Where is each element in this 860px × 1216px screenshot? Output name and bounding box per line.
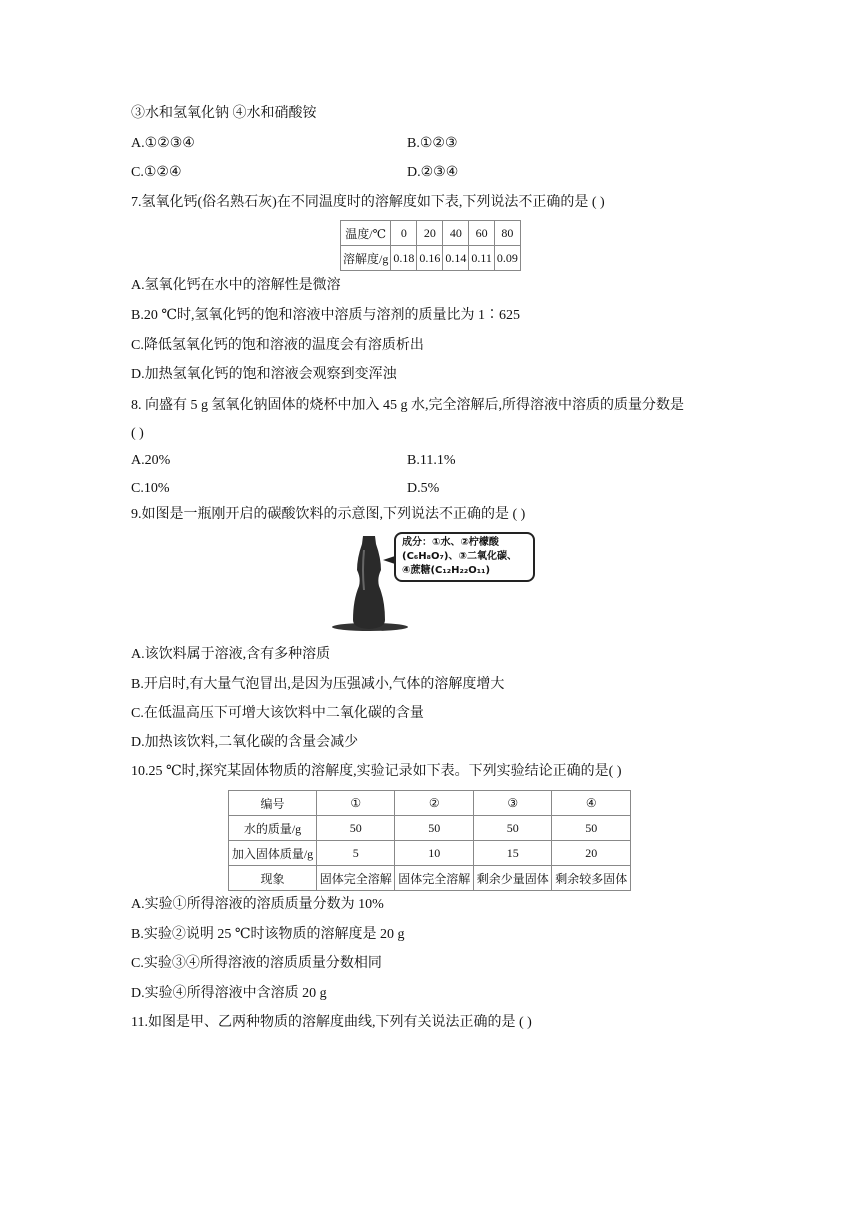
q7-solubility-table — [340, 220, 521, 271]
q10-option-b: B.实验②说明 25 ℃时该物质的溶解度是 20 g — [131, 927, 405, 942]
table-cell: 剩余少量固体 — [473, 866, 551, 891]
table-cell: 溶解度/g — [341, 246, 391, 271]
table-cell: ① — [317, 791, 395, 816]
table-cell: ④ — [552, 791, 631, 816]
q8-option-c: C.10% — [131, 481, 170, 496]
q7-option-d: D.加热氢氧化钙的饱和溶液会观察到变浑浊 — [131, 367, 397, 382]
table-cell: 50 — [473, 816, 551, 841]
q10-option-a: A.实验①所得溶液的溶质质量分数为 10% — [131, 897, 384, 912]
q6-option-d: D.②③④ — [407, 165, 459, 180]
q8-option-a: A.20% — [131, 453, 171, 468]
table-cell: 10 — [395, 841, 473, 866]
table-cell: ② — [395, 791, 473, 816]
callout-line-1: 成分：①水、②柠檬酸 — [402, 537, 499, 548]
table-cell: 0.18 — [391, 246, 417, 271]
q6-option-c: C.①②④ — [131, 165, 182, 180]
table-cell: 0.14 — [443, 246, 469, 271]
table-row — [229, 866, 631, 891]
table-row — [229, 841, 631, 866]
q10-stem: 10.25 ℃时,探究某固体物质的溶解度,实验记录如下表。下列实验结论正确的是( ) — [131, 764, 622, 779]
q8-option-b: B.11.1% — [407, 453, 456, 468]
table-cell: 编号 — [229, 791, 317, 816]
table-cell: 0.16 — [417, 246, 443, 271]
table-cell: 60 — [469, 221, 495, 246]
table-cell: 20 — [417, 221, 443, 246]
q11-stem: 11.如图是甲、乙两种物质的溶解度曲线,下列有关说法正确的是 ( ) — [131, 1015, 532, 1030]
q10-experiment-table — [228, 790, 631, 891]
table-cell: 0.11 — [469, 246, 495, 271]
q9-option-b: B.开启时,有大量气泡冒出,是因为压强减小,气体的溶解度增大 — [131, 677, 505, 692]
q7-option-b: B.20 ℃时,氢氧化钙的饱和溶液中溶质与溶剂的质量比为 1∶625 — [131, 308, 520, 323]
q9-option-a: A.该饮料属于溶液,含有多种溶质 — [131, 647, 331, 662]
callout-line-3: ④蔗糖(C₁₂H₂₂O₁₁) — [402, 565, 491, 576]
q9-option-c: C.在低温高压下可增大该饮料中二氧化碳的含量 — [131, 706, 424, 721]
table-cell: 现象 — [229, 866, 317, 891]
table-cell: 80 — [494, 221, 520, 246]
table-cell: ③ — [473, 791, 551, 816]
table-row — [341, 221, 521, 246]
ingredients-callout — [394, 532, 535, 582]
q6-option-b: B.①②③ — [407, 136, 458, 151]
table-cell: 20 — [552, 841, 631, 866]
q10-option-d: D.实验④所得溶液中含溶质 20 g — [131, 986, 327, 1001]
table-cell: 50 — [552, 816, 631, 841]
q9-stem: 9.如图是一瓶刚开启的碳酸饮料的示意图,下列说法不正确的是 ( ) — [131, 507, 526, 522]
q8-stem-paren: ( ) — [131, 426, 144, 441]
q7-stem: 7.氢氧化钙(俗名熟石灰)在不同温度时的溶解度如下表,下列说法不正确的是 ( ) — [131, 195, 605, 210]
table-cell: 温度/℃ — [341, 221, 391, 246]
q7-option-a: A.氢氧化钙在水中的溶解性是微溶 — [131, 278, 341, 293]
table-cell: 15 — [473, 841, 551, 866]
table-row — [229, 791, 631, 816]
table-row — [341, 246, 521, 271]
table-cell: 水的质量/g — [229, 816, 317, 841]
table-cell: 40 — [443, 221, 469, 246]
table-cell: 50 — [395, 816, 473, 841]
q6-option-line: ③水和氢氧化钠 ④水和硝酸铵 — [131, 106, 317, 121]
q10-option-c: C.实验③④所得溶液的溶质质量分数相同 — [131, 956, 382, 971]
q7-option-c: C.降低氢氧化钙的饱和溶液的温度会有溶质析出 — [131, 338, 424, 353]
table-row — [229, 816, 631, 841]
table-cell: 固体完全溶解 — [317, 866, 395, 891]
q8-stem: 8. 向盛有 5 g 氢氧化钠固体的烧杯中加入 45 g 水,完全溶解后,所得溶液中溶质的质量分数是 — [131, 398, 684, 413]
table-cell: 固体完全溶解 — [395, 866, 473, 891]
table-cell: 剩余较多固体 — [552, 866, 631, 891]
q9-option-d: D.加热该饮料,二氧化碳的含量会减少 — [131, 735, 359, 750]
table-cell: 5 — [317, 841, 395, 866]
table-cell: 0 — [391, 221, 417, 246]
callout-line-2: (C₆H₈O₇)、③二氧化碳、 — [402, 551, 517, 562]
table-cell: 0.09 — [494, 246, 520, 271]
q8-option-d: D.5% — [407, 481, 440, 496]
table-cell: 加入固体质量/g — [229, 841, 317, 866]
table-cell: 50 — [317, 816, 395, 841]
q6-option-a: A.①②③④ — [131, 136, 195, 151]
